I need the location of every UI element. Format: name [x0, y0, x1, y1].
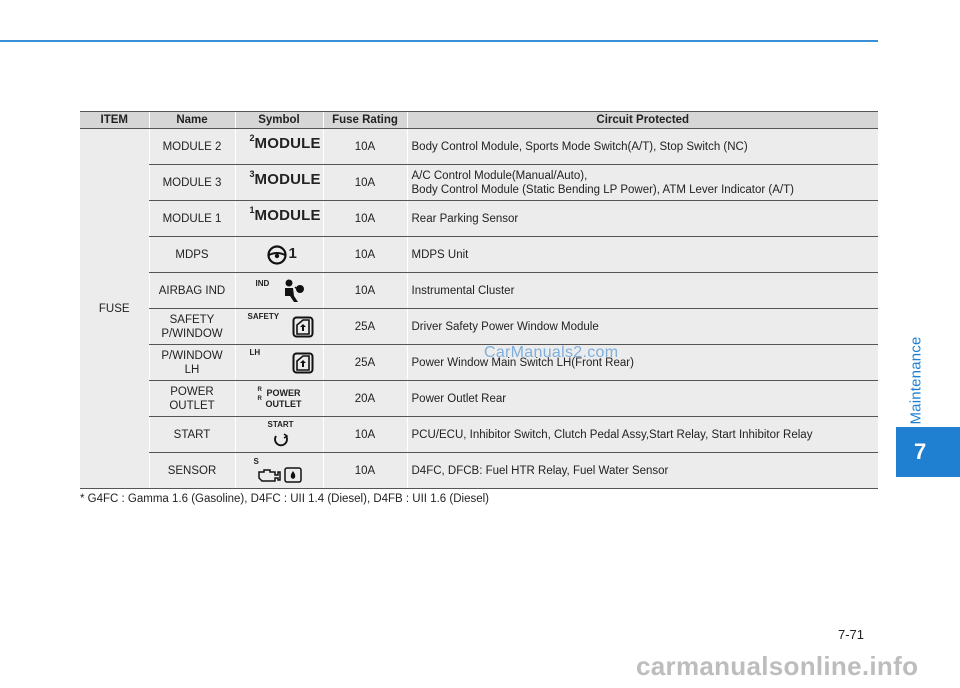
footnote: * G4FC : Gamma 1.6 (Gasoline), D4FC : UII 1.4 (Diesel), D4FB : UII 1.6 (Diesel) [80, 493, 489, 505]
table-row [80, 417, 878, 453]
fuse-name [149, 381, 235, 417]
header-circuit: Circuit Protected [407, 112, 878, 129]
circuit-protected [407, 165, 878, 201]
circuit-protected: D4FC, DFCB: Fuel HTR Relay, Fuel Water Sensor [407, 453, 878, 489]
fuse-name: MDPS [149, 237, 235, 273]
fuse-symbol [235, 129, 323, 165]
section-tab-label [896, 330, 936, 430]
header-name: Name [149, 112, 235, 129]
fuse-rating: 10A [323, 417, 407, 453]
fuse-rating: 10A [323, 453, 407, 489]
table-row [80, 165, 878, 201]
fuse-name: MODULE 2 [149, 129, 235, 165]
fuse-rating: 10A [323, 201, 407, 237]
safety-symbol-tag: SAFETY [247, 312, 280, 321]
fuse-symbol [235, 345, 323, 381]
circuit-protected: MDPS Unit [407, 237, 878, 273]
fuse-rating: 10A [323, 273, 407, 309]
fuse-name-line-2: OUTLET [169, 399, 215, 412]
airbag-icon [280, 278, 306, 304]
table-row [80, 273, 878, 309]
table-row [80, 201, 878, 237]
page-number: 7-71 [838, 627, 865, 642]
chapter-number-tab: 7 [896, 427, 960, 477]
fuse-symbol [235, 381, 323, 417]
fuse-rating: 10A [323, 129, 407, 165]
circuit-line-1: A/C Control Module(Manual/Auto), [411, 169, 588, 182]
fuse-name: MODULE 3 [149, 165, 235, 201]
power-outlet-label: POWER OUTLET [265, 388, 302, 409]
power-window-icon [292, 352, 314, 374]
watermark: CarManuals2.com [484, 344, 619, 361]
fuse-name-line-1: P/WINDOW [161, 349, 223, 362]
sensor-symbol-tag: S [253, 457, 259, 466]
engine-icon [256, 467, 282, 483]
start-key-icon [272, 431, 290, 449]
header-symbol: Symbol [235, 112, 323, 129]
circuit-protected: Rear Parking Sensor [407, 201, 878, 237]
table-row [80, 129, 878, 165]
fuse-name-line-2: LH [184, 363, 200, 376]
fuse-name: MODULE 1 [149, 201, 235, 237]
fuse-symbol [235, 417, 323, 453]
power-window-icon [292, 316, 314, 338]
header-item: ITEM [80, 112, 149, 129]
fuse-symbol [235, 273, 323, 309]
table-row [80, 453, 878, 489]
header-rating: Fuse Rating [323, 112, 407, 129]
airbag-symbol-tag: IND [255, 279, 270, 288]
table-header-row [80, 112, 878, 129]
steering-wheel-icon [266, 244, 288, 266]
table-row [80, 237, 878, 273]
fuse-rating: 10A [323, 237, 407, 273]
fuse-name-line-2: P/WINDOW [161, 327, 223, 340]
circuit-protected: Instrumental Cluster [407, 273, 878, 309]
circuit-protected: PCU/ECU, Inhibitor Switch, Clutch Pedal Assy,Start Relay, Start Inhibitor Relay [407, 417, 878, 453]
table-row [80, 309, 878, 345]
circuit-protected: Power Window Main Switch LH(Front Rear) [407, 345, 878, 381]
fuse-rating: 25A [323, 345, 407, 381]
lh-symbol-tag: LH [249, 348, 261, 357]
fuse-table [80, 111, 878, 489]
circuit-protected: Driver Safety Power Window Module [407, 309, 878, 345]
fuse-name [149, 309, 235, 345]
fuse-rating: 20A [323, 381, 407, 417]
fuse-symbol [235, 237, 323, 273]
table-row [80, 345, 878, 381]
fuse-name-line-1: POWER [170, 385, 214, 398]
fuse-name [149, 345, 235, 381]
fuse-symbol [235, 201, 323, 237]
item-group-cell [80, 129, 149, 489]
fuse-symbol [235, 165, 323, 201]
fuel-sensor-icon [284, 467, 302, 483]
fuse-symbol [235, 309, 323, 345]
top-rule [0, 40, 878, 42]
item-group-label: FUSE [98, 302, 130, 315]
fuse-name: AIRBAG IND [149, 273, 235, 309]
fuse-rating: 10A [323, 165, 407, 201]
section-label: Maintenance [907, 335, 925, 425]
fuse-name-line-1: SAFETY [169, 313, 215, 326]
fuse-symbol [235, 453, 323, 489]
fuse-rating: 25A [323, 309, 407, 345]
power-outlet-symbol: R R [257, 387, 262, 402]
module-1-symbol: $^1$MODULE [249, 205, 321, 224]
start-symbol-tag: START [267, 420, 294, 429]
fuse-name: START [149, 417, 235, 453]
module-2-symbol: $^2$MODULE [249, 133, 321, 152]
module-3-symbol: $^3$MODULE [249, 169, 321, 188]
fuse-name: SENSOR [149, 453, 235, 489]
circuit-protected: Power Outlet Rear [407, 381, 878, 417]
circuit-line-2: Body Control Module (Static Bending LP Power), ATM Lever Indicator (A/T) [411, 183, 794, 196]
table-row [80, 381, 878, 417]
mdps-symbol-number: 1 [288, 245, 297, 262]
circuit-protected: Body Control Module, Sports Mode Switch(A/T), Stop Switch (NC) [407, 129, 878, 165]
footer-watermark: carmanualsonline.info [636, 651, 919, 681]
